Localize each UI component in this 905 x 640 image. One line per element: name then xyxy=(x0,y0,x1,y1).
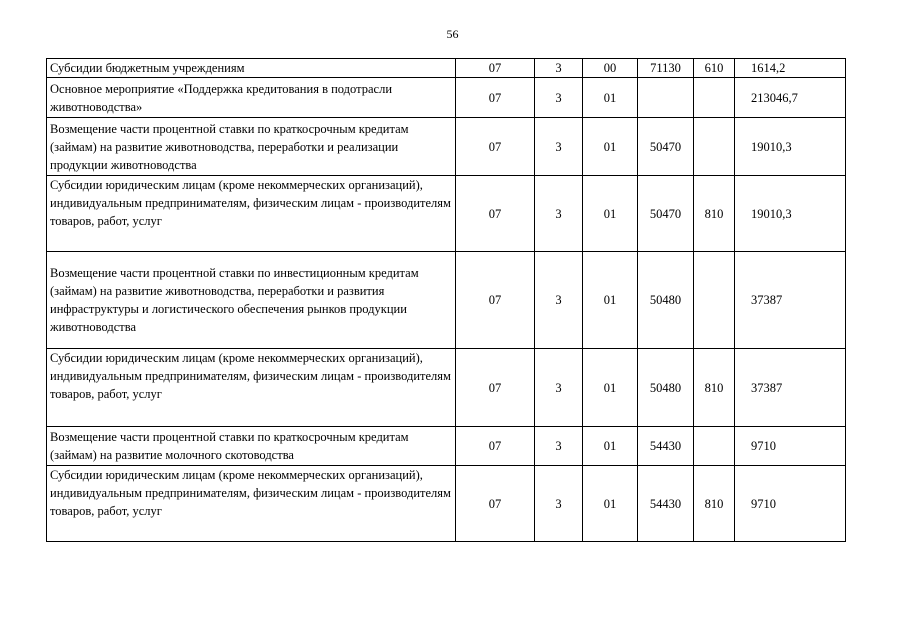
row-amount: 37387 xyxy=(735,252,846,349)
row-direction-code xyxy=(638,78,694,118)
row-name: Субсидии юридическим лицам (кроме некоммерческих организаций), индивидуальным предпринимателям, физическим лицам - производителям товаров, работ, услуг xyxy=(47,176,456,252)
row-subprogram-code: 01 xyxy=(583,78,638,118)
row-section-code: 07 xyxy=(456,59,535,78)
row-name: Возмещение части процентной ставки по краткосрочным кредитам (займам) на развитие животноводства, переработки и реализации продукции животноводства xyxy=(47,118,456,176)
row-subprogram-code: 01 xyxy=(583,252,638,349)
row-expense-type-code: 610 xyxy=(694,59,735,78)
row-expense-type-code: 810 xyxy=(694,466,735,542)
row-program-code: 3 xyxy=(535,59,583,78)
row-section-code: 07 xyxy=(456,176,535,252)
row-direction-code: 50480 xyxy=(638,349,694,427)
row-direction-code: 54430 xyxy=(638,427,694,466)
table-row xyxy=(47,349,846,427)
row-subprogram-code: 01 xyxy=(583,176,638,252)
row-name: Субсидии бюджетным учреждениям xyxy=(47,59,456,78)
row-subprogram-code: 01 xyxy=(583,118,638,176)
row-amount: 1614,2 xyxy=(735,59,846,78)
row-section-code: 07 xyxy=(456,466,535,542)
row-program-code: 3 xyxy=(535,78,583,118)
table-row xyxy=(47,176,846,252)
row-name: Субсидии юридическим лицам (кроме некоммерческих организаций), индивидуальным предпринимателям, физическим лицам - производителям товаров, работ, услуг xyxy=(47,466,456,542)
row-subprogram-code: 01 xyxy=(583,466,638,542)
row-section-code: 07 xyxy=(456,252,535,349)
table-row xyxy=(47,466,846,542)
row-direction-code: 50470 xyxy=(638,118,694,176)
row-name: Возмещение части процентной ставки по инвестиционным кредитам (займам) на развитие животноводства, переработки и развития инфраструктуры и логистического обеспечения рынков продукции животноводства xyxy=(47,252,456,349)
row-expense-type-code: 810 xyxy=(694,349,735,427)
row-direction-code: 50470 xyxy=(638,176,694,252)
budget-table xyxy=(46,58,846,542)
row-expense-type-code xyxy=(694,252,735,349)
row-amount: 9710 xyxy=(735,427,846,466)
table-row xyxy=(47,118,846,176)
row-name: Возмещение части процентной ставки по краткосрочным кредитам (займам) на развитие молочного скотоводства xyxy=(47,427,456,466)
row-expense-type-code xyxy=(694,118,735,176)
row-program-code: 3 xyxy=(535,349,583,427)
row-section-code: 07 xyxy=(456,427,535,466)
row-program-code: 3 xyxy=(535,118,583,176)
table-row xyxy=(47,427,846,466)
row-section-code: 07 xyxy=(456,349,535,427)
row-subprogram-code: 00 xyxy=(583,59,638,78)
row-section-code: 07 xyxy=(456,78,535,118)
row-amount: 9710 xyxy=(735,466,846,542)
row-direction-code: 50480 xyxy=(638,252,694,349)
row-program-code: 3 xyxy=(535,176,583,252)
row-expense-type-code xyxy=(694,78,735,118)
row-subprogram-code: 01 xyxy=(583,427,638,466)
row-expense-type-code xyxy=(694,427,735,466)
row-name: Субсидии юридическим лицам (кроме некоммерческих организаций), индивидуальным предпринимателям, физическим лицам - производителям товаров, работ, услуг xyxy=(47,349,456,427)
table-row xyxy=(47,78,846,118)
row-amount: 37387 xyxy=(735,349,846,427)
row-program-code: 3 xyxy=(535,252,583,349)
row-direction-code: 71130 xyxy=(638,59,694,78)
page-number: 56 xyxy=(446,27,459,41)
row-direction-code: 54430 xyxy=(638,466,694,542)
row-program-code: 3 xyxy=(535,427,583,466)
row-section-code: 07 xyxy=(456,118,535,176)
row-amount: 19010,3 xyxy=(735,176,846,252)
row-amount: 19010,3 xyxy=(735,118,846,176)
row-name: Основное мероприятие «Поддержка кредитования в подотрасли животноводства» xyxy=(47,78,456,118)
table-row xyxy=(47,252,846,349)
row-program-code: 3 xyxy=(535,466,583,542)
row-expense-type-code: 810 xyxy=(694,176,735,252)
table-row xyxy=(47,59,846,78)
row-subprogram-code: 01 xyxy=(583,349,638,427)
row-amount: 213046,7 xyxy=(735,78,846,118)
